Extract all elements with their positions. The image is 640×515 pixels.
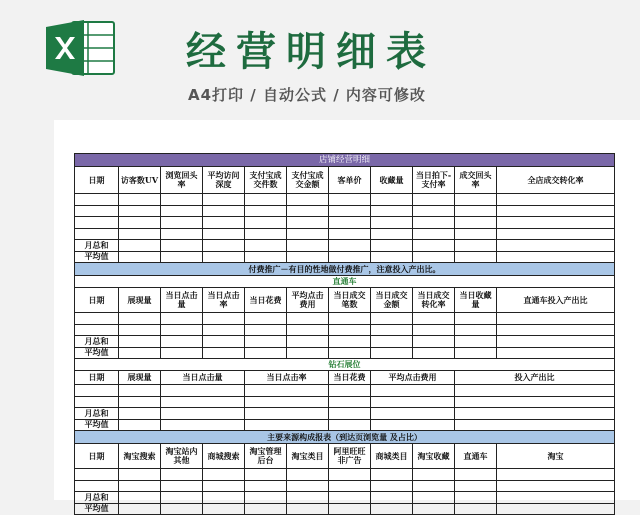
summary-row-average: [75, 503, 615, 515]
col-header[interactable]: 淘宝站内其他: [161, 444, 203, 469]
cell[interactable]: [75, 324, 119, 336]
cell[interactable]: [161, 336, 203, 348]
col-header[interactable]: 投入产出比: [455, 371, 615, 385]
cell[interactable]: [329, 205, 371, 217]
col-header[interactable]: 淘宝搜索: [119, 444, 161, 469]
col-header[interactable]: 日期: [75, 371, 119, 385]
cell[interactable]: [119, 396, 161, 408]
cell[interactable]: [455, 217, 497, 229]
summary-row-total: [75, 240, 615, 252]
cell[interactable]: [203, 324, 245, 336]
cell[interactable]: [245, 480, 287, 492]
cell[interactable]: [161, 469, 203, 481]
business-detail-table: [74, 153, 615, 515]
cell[interactable]: [287, 336, 329, 348]
cell[interactable]: [371, 419, 455, 431]
header-banner: [0, 0, 640, 118]
cell[interactable]: [119, 469, 161, 481]
cell[interactable]: [371, 313, 413, 325]
col-header[interactable]: 淘宝管理后台: [245, 444, 287, 469]
row-label: 月总和: [75, 492, 119, 504]
cell[interactable]: [413, 240, 455, 252]
cell[interactable]: [497, 469, 615, 481]
cell[interactable]: [119, 228, 161, 240]
summary-row-average: [75, 347, 615, 359]
cell[interactable]: [371, 240, 413, 252]
cell[interactable]: [203, 336, 245, 348]
cell[interactable]: [413, 205, 455, 217]
table-row: [75, 324, 615, 336]
cell[interactable]: [413, 313, 455, 325]
col-header[interactable]: 全店成交转化率: [497, 167, 615, 194]
col-header[interactable]: 浏览回头率: [161, 167, 203, 194]
cell[interactable]: [287, 503, 329, 515]
col-header[interactable]: 阿里旺旺非广告: [329, 444, 371, 469]
zuanshi-header-row: [75, 371, 615, 385]
cell[interactable]: [497, 240, 615, 252]
cell[interactable]: [75, 205, 119, 217]
cell[interactable]: [119, 217, 161, 229]
summary-row-total: [75, 408, 615, 420]
cell[interactable]: [161, 503, 203, 515]
col-header[interactable]: 日期: [75, 167, 119, 194]
cell[interactable]: [455, 503, 497, 515]
cell[interactable]: [455, 396, 615, 408]
cell[interactable]: [371, 205, 413, 217]
col-header[interactable]: 当日成交转化率: [413, 288, 455, 313]
col-header[interactable]: 当日成交金额: [371, 288, 413, 313]
cell[interactable]: [455, 419, 615, 431]
cell[interactable]: [203, 503, 245, 515]
zhitong-header-row: [75, 288, 615, 313]
cell[interactable]: [329, 385, 371, 397]
cell[interactable]: [329, 217, 371, 229]
cell[interactable]: [329, 251, 371, 263]
cell[interactable]: [161, 347, 203, 359]
cell[interactable]: [287, 469, 329, 481]
cell[interactable]: [413, 480, 455, 492]
cell[interactable]: [119, 385, 161, 397]
cell[interactable]: [329, 480, 371, 492]
cell[interactable]: [455, 480, 497, 492]
cell[interactable]: [413, 469, 455, 481]
cell[interactable]: [119, 419, 161, 431]
table-row: [75, 313, 615, 325]
cell[interactable]: [203, 205, 245, 217]
cell[interactable]: [497, 194, 615, 206]
cell[interactable]: [497, 217, 615, 229]
col-header[interactable]: 当日点击率: [245, 371, 329, 385]
col-header[interactable]: 当日成交笔数: [329, 288, 371, 313]
cell[interactable]: [455, 336, 497, 348]
cell[interactable]: [203, 347, 245, 359]
cell[interactable]: [371, 469, 413, 481]
summary-row-average: [75, 419, 615, 431]
cell[interactable]: [245, 385, 329, 397]
cell[interactable]: [329, 336, 371, 348]
cell[interactable]: [119, 251, 161, 263]
cell[interactable]: [497, 313, 615, 325]
table-row: [75, 205, 615, 217]
cell[interactable]: [329, 492, 371, 504]
cell[interactable]: [119, 313, 161, 325]
cell[interactable]: [497, 492, 615, 504]
cell[interactable]: [413, 194, 455, 206]
cell[interactable]: [455, 194, 497, 206]
cell[interactable]: [287, 492, 329, 504]
cell[interactable]: [245, 324, 287, 336]
cell[interactable]: [413, 217, 455, 229]
cell[interactable]: [413, 324, 455, 336]
cell[interactable]: [245, 469, 287, 481]
cell[interactable]: [203, 228, 245, 240]
cell[interactable]: [455, 205, 497, 217]
paid-promotion-title: 付费推广－有目的性地做付费推广，注意投入产出比。: [75, 263, 615, 276]
cell[interactable]: [75, 194, 119, 206]
cell[interactable]: [287, 240, 329, 252]
col-header[interactable]: 客单价: [329, 167, 371, 194]
cell[interactable]: [455, 469, 497, 481]
col-header[interactable]: 展现量: [119, 371, 161, 385]
sources-header-row: [75, 444, 615, 469]
cell[interactable]: [413, 503, 455, 515]
cell[interactable]: [455, 313, 497, 325]
col-header[interactable]: 成交回头率: [455, 167, 497, 194]
col-header[interactable]: 支付宝成交金额: [287, 167, 329, 194]
cell[interactable]: [371, 396, 455, 408]
cell[interactable]: [371, 480, 413, 492]
cell[interactable]: [75, 217, 119, 229]
col-header[interactable]: 当日点击量: [161, 371, 245, 385]
cell[interactable]: [245, 336, 287, 348]
cell[interactable]: [203, 240, 245, 252]
cell[interactable]: [497, 503, 615, 515]
cell[interactable]: [287, 313, 329, 325]
col-header[interactable]: 日期: [75, 444, 119, 469]
cell[interactable]: [287, 347, 329, 359]
col-header[interactable]: 当日点击量: [161, 288, 203, 313]
zuanshi-title-row: [75, 359, 615, 371]
zuanshi-title: 钻石展位: [75, 359, 615, 371]
cell[interactable]: [329, 469, 371, 481]
cell[interactable]: [203, 251, 245, 263]
cell[interactable]: [371, 408, 455, 420]
cell[interactable]: [119, 324, 161, 336]
cell[interactable]: [329, 324, 371, 336]
cell[interactable]: [203, 480, 245, 492]
cell[interactable]: [161, 408, 245, 420]
col-header[interactable]: 淘宝类目: [287, 444, 329, 469]
cell[interactable]: [119, 503, 161, 515]
table-row: [75, 194, 615, 206]
cell[interactable]: [203, 313, 245, 325]
col-header[interactable]: 直通车投入产出比: [497, 288, 615, 313]
summary-row-total: [75, 492, 615, 504]
cell[interactable]: [245, 492, 287, 504]
cell[interactable]: [161, 324, 203, 336]
table-wrapper: [74, 153, 614, 515]
row-label: 平均值: [75, 419, 119, 431]
cell[interactable]: [75, 228, 119, 240]
cell[interactable]: [245, 205, 287, 217]
cell[interactable]: [119, 480, 161, 492]
table-row: [75, 469, 615, 481]
summary-row-total: [75, 336, 615, 348]
col-header[interactable]: 当日花费: [245, 288, 287, 313]
page-title: 经营明细表: [186, 29, 436, 75]
cell[interactable]: [371, 336, 413, 348]
cell[interactable]: [119, 347, 161, 359]
cell[interactable]: [161, 217, 203, 229]
store-detail-title: 店铺经营明细: [75, 154, 615, 167]
store-detail-header-row: [75, 167, 615, 194]
cell[interactable]: [455, 492, 497, 504]
cell[interactable]: [161, 419, 245, 431]
cell[interactable]: [245, 217, 287, 229]
cell[interactable]: [371, 385, 455, 397]
cell[interactable]: [75, 385, 119, 397]
cell[interactable]: [329, 347, 371, 359]
cell[interactable]: [119, 194, 161, 206]
zhitong-title-row: [75, 276, 615, 288]
col-header[interactable]: 直通车: [455, 444, 497, 469]
cell[interactable]: [287, 205, 329, 217]
row-label: 平均值: [75, 503, 119, 515]
col-header[interactable]: 当日拍下-支付率: [413, 167, 455, 194]
cell[interactable]: [75, 469, 119, 481]
cell[interactable]: [413, 347, 455, 359]
sources-title: 主要来源构成报表（到达页浏览量 及占比）: [75, 431, 615, 444]
cell[interactable]: [455, 251, 497, 263]
col-header[interactable]: 淘宝: [497, 444, 615, 469]
col-header[interactable]: 展现量: [119, 288, 161, 313]
cell[interactable]: [497, 336, 615, 348]
cell[interactable]: [287, 251, 329, 263]
cell[interactable]: [329, 228, 371, 240]
cell[interactable]: [245, 194, 287, 206]
row-label: 月总和: [75, 408, 119, 420]
cell[interactable]: [497, 347, 615, 359]
cell[interactable]: [203, 217, 245, 229]
cell[interactable]: [371, 251, 413, 263]
cell[interactable]: [75, 313, 119, 325]
col-header[interactable]: 平均点击费用: [287, 288, 329, 313]
cell[interactable]: [203, 492, 245, 504]
cell[interactable]: [497, 251, 615, 263]
cell[interactable]: [245, 396, 329, 408]
row-label: 平均值: [75, 347, 119, 359]
cell[interactable]: [245, 313, 287, 325]
summary-row-average: [75, 251, 615, 263]
col-header[interactable]: 当日点击率: [203, 288, 245, 313]
cell[interactable]: [455, 408, 615, 420]
spreadsheet-page: [54, 120, 640, 514]
cell[interactable]: [75, 480, 119, 492]
cell[interactable]: [329, 503, 371, 515]
col-header[interactable]: 商城类目: [371, 444, 413, 469]
cell[interactable]: [329, 313, 371, 325]
cell[interactable]: [455, 385, 615, 397]
cell[interactable]: [119, 205, 161, 217]
table-row: [75, 217, 615, 229]
cell[interactable]: [371, 324, 413, 336]
cell[interactable]: [329, 408, 371, 420]
cell[interactable]: [161, 385, 245, 397]
cell[interactable]: [161, 492, 203, 504]
row-label: 月总和: [75, 336, 119, 348]
cell[interactable]: [245, 347, 287, 359]
cell[interactable]: [371, 228, 413, 240]
cell[interactable]: [497, 228, 615, 240]
cell[interactable]: [161, 480, 203, 492]
cell[interactable]: [245, 419, 329, 431]
cell[interactable]: [371, 194, 413, 206]
cell[interactable]: [119, 408, 161, 420]
cell[interactable]: [161, 251, 203, 263]
cell[interactable]: [203, 194, 245, 206]
col-header[interactable]: 当日收藏量: [455, 288, 497, 313]
cell[interactable]: [413, 251, 455, 263]
cell[interactable]: [455, 324, 497, 336]
col-header[interactable]: 平均访问深度: [203, 167, 245, 194]
zhitong-title: 直通车: [75, 276, 615, 288]
row-label: 月总和: [75, 240, 119, 252]
cell[interactable]: [455, 347, 497, 359]
table-row: [75, 480, 615, 492]
col-header[interactable]: 日期: [75, 288, 119, 313]
cell[interactable]: [245, 251, 287, 263]
col-header[interactable]: 收藏量: [371, 167, 413, 194]
cell[interactable]: [287, 228, 329, 240]
cell[interactable]: [161, 194, 203, 206]
excel-icon: [44, 18, 118, 78]
cell[interactable]: [329, 194, 371, 206]
cell[interactable]: [161, 396, 245, 408]
cell[interactable]: [371, 217, 413, 229]
row-label: 平均值: [75, 251, 119, 263]
cell[interactable]: [245, 228, 287, 240]
cell[interactable]: [497, 324, 615, 336]
cell[interactable]: [161, 228, 203, 240]
cell[interactable]: [287, 324, 329, 336]
cell[interactable]: [287, 194, 329, 206]
cell[interactable]: [287, 217, 329, 229]
cell[interactable]: [119, 240, 161, 252]
table-row: [75, 228, 615, 240]
cell[interactable]: [203, 469, 245, 481]
cell[interactable]: [371, 503, 413, 515]
cell[interactable]: [497, 205, 615, 217]
cell[interactable]: [245, 503, 287, 515]
col-header[interactable]: 商城搜索: [203, 444, 245, 469]
table-row: [75, 385, 615, 397]
cell[interactable]: [161, 240, 203, 252]
cell[interactable]: [161, 313, 203, 325]
cell[interactable]: [287, 480, 329, 492]
cell[interactable]: [329, 419, 371, 431]
cell[interactable]: [75, 396, 119, 408]
cell[interactable]: [413, 492, 455, 504]
table-row: [75, 396, 615, 408]
store-detail-title-row: [75, 154, 615, 167]
col-header[interactable]: 当日花费: [329, 371, 371, 385]
cell[interactable]: [329, 240, 371, 252]
cell[interactable]: [119, 336, 161, 348]
cell[interactable]: [413, 336, 455, 348]
cell[interactable]: [371, 347, 413, 359]
col-header[interactable]: 平均点击费用: [371, 371, 455, 385]
cell[interactable]: [161, 205, 203, 217]
col-header[interactable]: 访客数UV: [119, 167, 161, 194]
cell[interactable]: [413, 228, 455, 240]
page-subtitle: A4打印 / 自动公式 / 内容可修改: [188, 86, 426, 104]
cell[interactable]: [245, 408, 329, 420]
cell[interactable]: [371, 492, 413, 504]
cell[interactable]: [455, 240, 497, 252]
sources-title-row: [75, 431, 615, 444]
cell[interactable]: [119, 492, 161, 504]
paid-promotion-title-row: [75, 263, 615, 276]
col-header[interactable]: 淘宝收藏: [413, 444, 455, 469]
cell[interactable]: [245, 240, 287, 252]
cell[interactable]: [455, 228, 497, 240]
col-header[interactable]: 支付宝成交件数: [245, 167, 287, 194]
cell[interactable]: [497, 480, 615, 492]
cell[interactable]: [329, 396, 371, 408]
